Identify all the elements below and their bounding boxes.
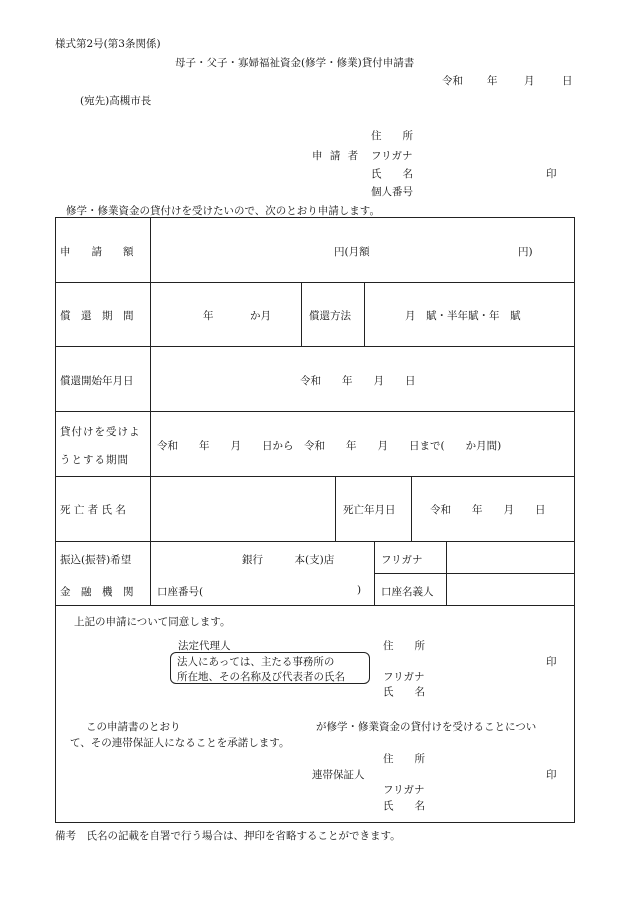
repay-method-label: 償還方法 [309,310,351,322]
loan-period-label-1: 貸付けを受けよ [60,426,141,438]
form-number: 様式第2号(第3条関係) [55,38,161,50]
account-holder-label: 口座名義人 [381,586,434,598]
repay-start-value: 令和 年 月 日 [300,375,416,387]
guarantor-text-1: この申請書のとおり [86,721,181,733]
guarantor-text-2: が修学・修業資金の貸付けを受けることについ [316,721,537,733]
date-year: 年 [487,75,498,87]
legal-rep-furigana: フリガナ [383,671,425,683]
date-day: 日 [562,75,573,87]
applicant-label: 申 請 者 [312,150,361,162]
death-date-value: 令和 年 月 日 [430,504,546,516]
death-date-label: 死亡年月日 [343,504,396,516]
form-title: 母子・父子・寡婦福祉資金(修学・修業)貸付申請書 [175,57,415,69]
legal-rep-label: 法定代理人 [178,640,231,652]
guarantor-name: 氏 名 [383,800,425,812]
guarantor-address: 住 所 [383,753,425,765]
loan-period-label-2: うとする期間 [60,454,129,466]
legal-rep-seal: 印 [546,656,557,668]
guarantor-label: 連帯保証人 [312,769,365,781]
bank-branch: 銀行 本(支)店 [242,554,335,566]
amount-monthly: 円(月額 [334,246,370,258]
deceased-name-label: 死 亡 者 氏 名 [60,504,126,516]
transfer-label-2: 金 融 機 関 [60,586,134,598]
footer-note: 備考 氏名の記載を自署で行う場合は、押印を省略することができます。 [55,830,401,842]
amount-monthly-end: 円) [518,246,533,258]
guarantor-seal: 印 [546,769,557,781]
date-era: 令和 [442,75,463,87]
consent-agree: 上記の申請について同意します。 [74,616,231,628]
applicant-personal-number-label: 個人番号 [371,186,413,198]
loan-period-value: 令和 年 月 日から 令和 年 月 日まで( か月間) [157,440,502,452]
intro-text: 修学・修業資金の貸付けを受けたいので、次のとおり申請します。 [66,205,380,217]
repay-start-label: 償還開始年月日 [60,375,134,387]
applicant-seal: 印 [546,168,557,180]
legal-rep-note-1: 法人にあっては、主たる事務所の [177,656,335,668]
transfer-label-1: 振込(振替)希望 [60,554,132,566]
account-number-end: ) [357,584,362,596]
account-number-label: 口座番号( [157,586,204,598]
legal-rep-name: 氏 名 [383,686,425,698]
consent-section [55,605,575,823]
applicant-name-label: 氏 名 [371,168,413,180]
repay-method-value: 月 賦・半年賦・年 賦 [405,310,521,322]
date-month: 月 [524,75,535,87]
account-furigana-label: フリガナ [381,554,423,566]
applicant-address-label: 住 所 [371,130,413,142]
guarantor-furigana: フリガナ [383,784,425,796]
applicant-furigana-label: フリガナ [371,150,413,162]
guarantor-text-3: て、その連帯保証人になることを承諾します。 [70,737,290,749]
amount-label: 申 請 額 [60,246,134,258]
repay-months: か月 [250,310,271,322]
repay-years: 年 [203,310,214,322]
legal-rep-address: 住 所 [383,640,425,652]
repay-period-label: 償 還 期 間 [60,310,134,322]
addressee: (宛先)高槻市長 [80,95,152,107]
legal-rep-note-2: 所在地、その名称及び代表者の氏名 [177,671,345,683]
